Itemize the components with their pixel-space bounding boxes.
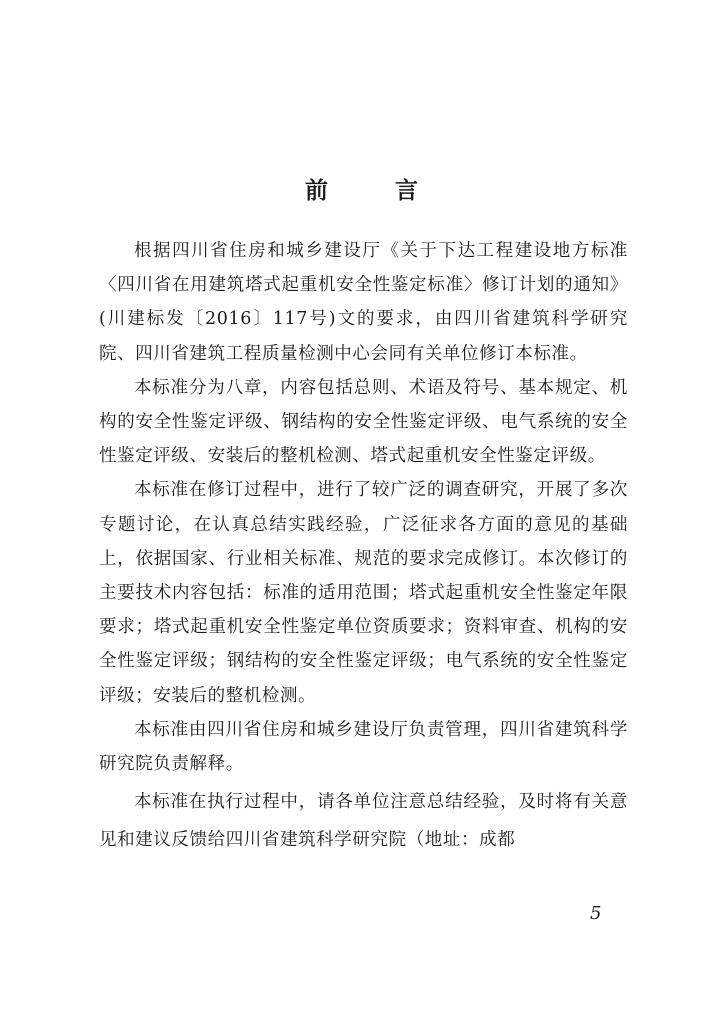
paragraph-2: 本标准分为八章，内容包括总则、术语及符号、基本规定、机构的安全性鉴定评级、钢结构的安全性鉴定评级、电气系统的安全性鉴定评级、安装后的整机检测、塔式起重机安全性鉴定评级。	[99, 377, 628, 467]
page-title: 前 言	[305, 178, 440, 204]
paragraph-1: 根据四川省住房和城乡建设厅《关于下达工程建设地方标准〈四川省在用建筑塔式起重机安全性鉴定标准〉修订计划的通知》(川建标发〔2016〕117号)文的要求，由四川省建筑科学研究院、四川省建筑工程质量检测中心会同有关单位修订本标准。	[99, 241, 628, 364]
paragraph-4: 本标准由四川省住房和城乡建设厅负责管理，四川省建筑科学研究院负责解释。	[99, 719, 628, 775]
paragraph-3: 本标准在修订过程中，进行了较广泛的调查研究，开展了多次专题讨论，在认真总结实践经验，广泛征求各方面的意见的基础上，依据国家、行业相关标准、规范的要求完成修订。本次修订的主要技术内容包括：标准的适用范围；塔式起重机安全性鉴定年限要求；塔式起重机安全性鉴定单位资质要求；资料审查、机构的安全性鉴定评级；钢结构的安全性鉴定评级；电气系统的安全性鉴定评级；安装后的整机检测。	[99, 480, 628, 706]
page-number: 5	[590, 903, 602, 924]
paragraph-5: 本标准在执行过程中，请各单位注意总结经验，及时将有关意见和建议反馈给四川省建筑科学研究院（地址：成都	[99, 792, 628, 851]
preface-body	[99, 234, 628, 859]
